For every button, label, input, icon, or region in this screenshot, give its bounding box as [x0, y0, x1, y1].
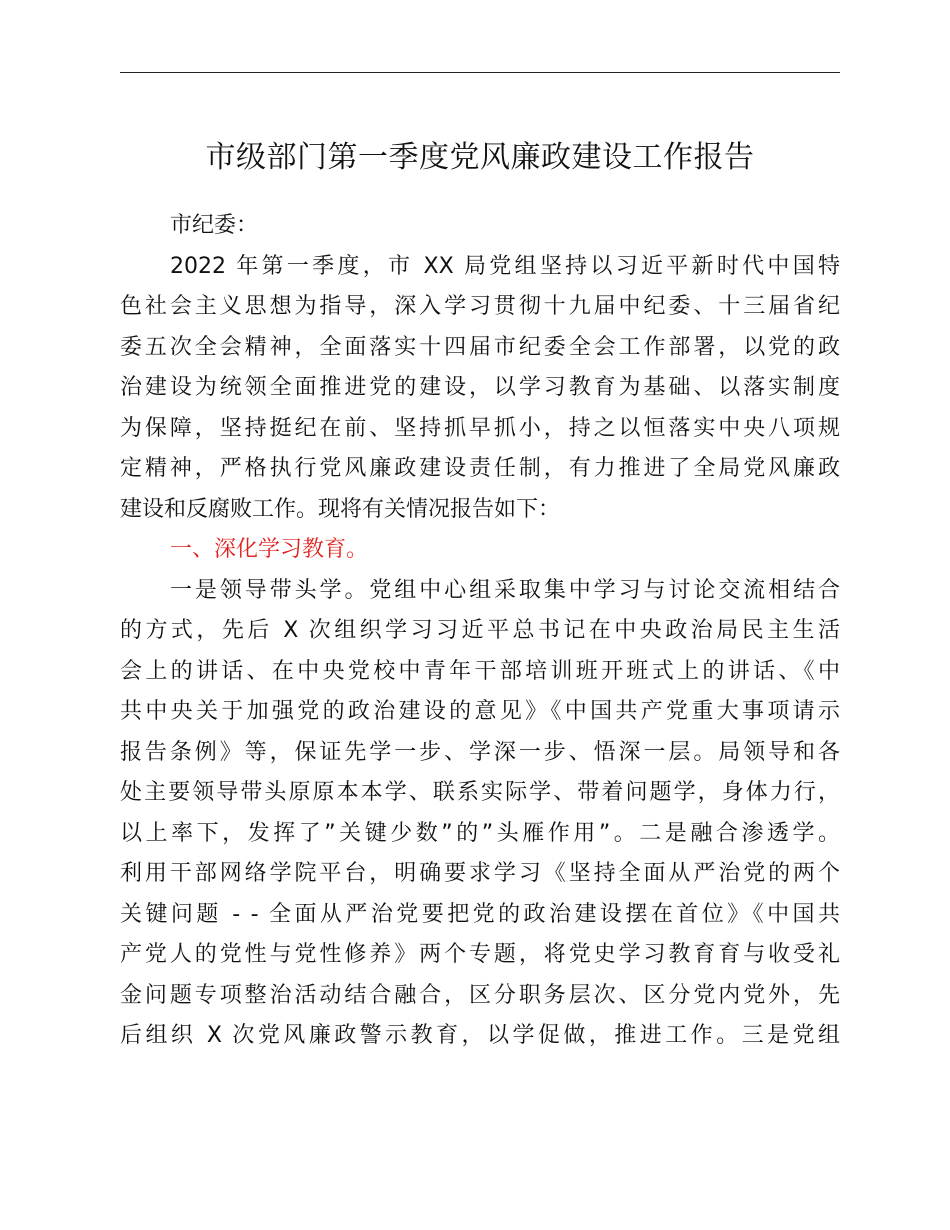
document-title: 市级部门第一季度党风廉政建设工作报告	[205, 140, 755, 175]
paragraph-2-line: 处主要领导带头原原本本学、联系实际学、带着问题学，身体力行，	[120, 780, 840, 805]
paragraph-2-line: 产党人的党性与党性修养》两个专题，将党史学习教育育与收受礼	[120, 942, 840, 967]
paragraph-2-line: 一是领导带头学。党组中心组采取集中学习与讨论交流相结合	[170, 577, 840, 603]
paragraph-2-line: 以上率下，发挥了”关键少数”的”头雁作用”。二是融合渗透学。	[120, 820, 840, 846]
paragraph-2-line: 关键问题 - - 全面从严治党要把党的政治建设摆在首位》《中国共	[120, 901, 840, 927]
section-heading: 一、深化学习教育。	[170, 537, 369, 562]
paragraph-2-line: 的方式，先后 X 次组织学习习近平总书记在中央政治局民主生活	[120, 618, 840, 643]
paragraph-1-line: 色社会主义思想为指导，深入学习贯彻十九届中纪委、十三届省纪	[120, 294, 840, 319]
paragraph-2-line: 共中央关于加强党的政治建设的意见》《中国共产党重大事项请示	[120, 699, 840, 724]
paragraph-1-line: 委五次全会精神，全面落实十四届市纪委全会工作部署，以党的政	[120, 334, 840, 360]
document-body	[120, 206, 840, 1057]
salutation: 市纪委：	[170, 213, 259, 238]
paragraph-2-line: 金问题专项整治活动结合融合，区分职务层次、区分党内党外，先	[120, 982, 840, 1008]
header-rule	[120, 72, 840, 73]
paragraph-1-line: 治建设为统领全面推进党的建设，以学习教育为基础、以落实制度	[120, 375, 840, 400]
paragraph-1-line: 建设和反腐败工作。现将有关情况报告如下：	[120, 496, 561, 522]
paragraph-2-line: 报告条例》等，保证先学一步、学深一步、悟深一层。局领导和各	[120, 739, 840, 765]
paragraph-2-line: 利用干部网络学院平台，明确要求学习《坚持全面从严治党的两个	[120, 861, 840, 886]
paragraph-1-line: 2022 年第一季度，市 XX 局党组坚持以习近平新时代中国特	[170, 253, 840, 279]
paragraph-2-line: 后组织 X 次党风廉政警示教育，以学促做，推进工作。三是党组	[120, 1023, 840, 1048]
paragraph-1-line: 为保障，坚持挺纪在前、坚持抓早抓小，持之以恒落实中央八项规	[120, 415, 840, 441]
paragraph-2-line: 会上的讲话、在中央党校中青年干部培训班开班式上的讲话、《中	[120, 658, 840, 684]
paragraph-1-line: 定精神，严格执行党风廉政建设责任制，有力推进了全局党风廉政	[120, 456, 840, 481]
